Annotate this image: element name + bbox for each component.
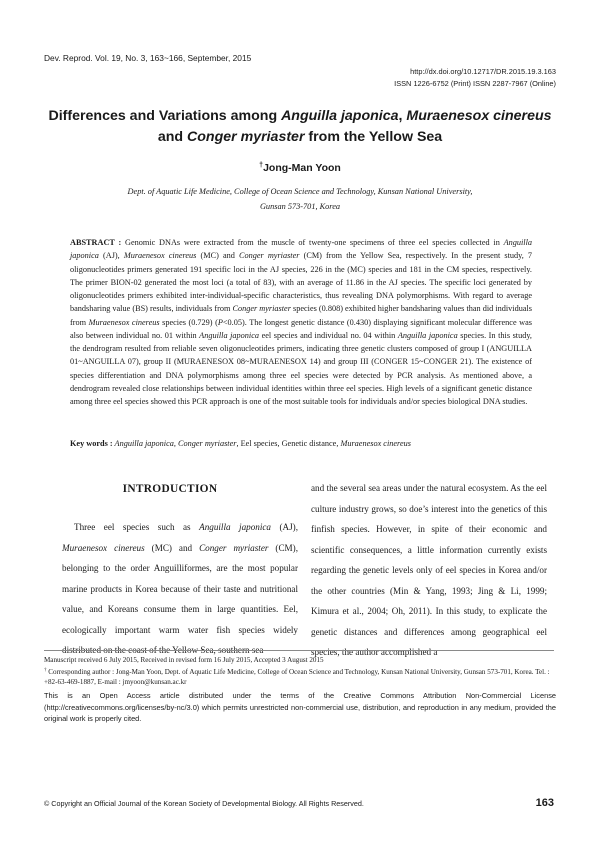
p-value-symbol: P (217, 317, 223, 327)
title-species-3: Conger myriaster (186, 129, 305, 145)
body-text: Three eel species such as (74, 522, 200, 532)
affiliation (70, 184, 530, 214)
copyright-line: © Copyright an Official Journal of the Korean Society of Developmental Biology. All Rights Reserved. (44, 799, 364, 808)
species-name: Anguilla japonica (199, 330, 260, 340)
corresponding-mark: † (259, 162, 264, 169)
author-name: Jong-Man Yoon (263, 162, 341, 174)
abstract-label: ABSTRACT : (70, 238, 122, 247)
footnote-divider (44, 650, 554, 651)
abstract-text: (AJ), (98, 251, 124, 261)
species-name: Muraenesox cinereus (88, 317, 160, 327)
affiliation-line: Gunsan 573-701, Korea (259, 202, 341, 211)
affiliation-line: Dept. of Aquatic Life Medicine, College of Ocean Science and Technology, Kunsan National University, (127, 187, 473, 196)
journal-citation: Dev. Reprod. Vol. 19, No. 3, 163~166, September, 2015 (44, 53, 252, 63)
species-name: Conger myriaster (199, 542, 269, 553)
title-text: Differences and Variations among (48, 108, 282, 124)
keyword: Muraenesox cinereus (340, 439, 411, 448)
article-title (40, 106, 560, 148)
abstract-text: species. In this study, the dendrogram resulted from reliable seven oligonucleotides primers, indicating three genetic clusters composed of group I (ANGUILLA 01~ANGUILLA 07), group II (MURAENESOX 08~MURAENESOX 14) and group III (CONGER 15~CONGER 21). The existence of species differentiation and DNA polymorphisms among three eel species were detected by PCR analysis. As mentioned above, a dendrogram revealed close relationships between individual identities within three eel species. High levels of a significant genetic distance among three eel species showed this PCR approach is one of the most suitable tools for individuals and/or species biological DNA studies. (70, 330, 532, 406)
abstract-text: Genomic DNAs were extracted from the muscle of twenty-one specimens of three eel species collected in (121, 238, 504, 247)
abstract-text: eel species and individual no. 04 within (259, 330, 398, 340)
doi-link[interactable]: http://dx.doi.org/10.12717/DR.2015.19.3.163 (410, 67, 556, 76)
abstract-text: species (0.729) ( (159, 317, 218, 327)
species-name: Anguilla japonica (199, 522, 271, 532)
abstract-text: <0.05). The longest genetic distance (0.430) displaying significant molecular difference was also between individual no. 01 within (70, 317, 532, 340)
keyword-separator: , (173, 439, 179, 448)
species-name: Conger myriaster (238, 251, 300, 261)
species-name: Muraenesox cinereus (62, 542, 145, 553)
abstract-text: species (0.808) exhibited higher bandsharing values than did individuals from (70, 304, 533, 327)
section-heading-introduction: INTRODUCTION (122, 483, 218, 495)
body-text: (AJ), (271, 522, 299, 532)
corresponding-author-note (44, 666, 554, 688)
body-column-right: and the several sea areas under the natural ecosystem. As the eel culture industry grows, so doe’s interest into the genetics of this finfish species. However, in spite of their economic and scientific consequences, a little information currently exists regarding the genetic levels only of eel species in Korea and/or the other countries (Min & Yang, 1993; Jing & Li, 1999; Kimura et al., 2004; Oh, 2011). In this study, to explicate the genetic distances and differences among geographical eel species, the author accomplished a (311, 483, 547, 657)
corresponding-mark: † (44, 668, 47, 673)
species-name: Muraenesox cinereus (123, 251, 197, 261)
abstract-text: (CM) from the Yellow Sea, respectively. In the present study, 7 oligonucleotides primers generated 191 specific loci in the AJ species, 226 in the (MC) species and 181 in the CM species, respectively. The primer BION-02 generated the most loci (a total of 83), with an average of 11.86 in the AJ species. The specific loci generated by oligonucleotides primers exhibited inter-individual-specific characteristics, thus revealing DNA polymorphisms. With regard to average bandsharing value (BS) results, individuals from (70, 251, 533, 314)
keywords-label: Key words : (70, 439, 113, 448)
keyword: Anguilla japonica (112, 439, 174, 448)
corresponding-text: Corresponding author : Jong-Man Yoon, Dept. of Aquatic Life Medicine, College of Ocean Science and Technology, Kunsan National University, Gunsan 573-701, Korea. Tel. : +82-63-469-1887, E-mail : jmyoon@kunsan.ac.kr (44, 668, 550, 687)
keyword: , Eel species, Genetic distance, (236, 439, 341, 448)
body-column-left (62, 517, 298, 661)
page-number: 163 (535, 797, 554, 809)
author-line (40, 162, 560, 174)
license-note: This is an Open Access article distributed under the terms of the Creative Commons Attribution Non-Commercial License (http://creativecommons.org/licenses/by-nc/3.0) which permits unrestricted non-commercial use, distribution, and reproduction in any medium, provided the original work is properly cited. (44, 691, 556, 724)
title-separator: , (398, 108, 407, 124)
species-name: Anguilla japonica (70, 238, 532, 261)
body-text: (MC) and (144, 542, 200, 553)
species-name: Anguilla japonica (397, 330, 458, 340)
keywords (70, 439, 532, 448)
body-text: (CM), belonging to the order Anguilliformes, are the most popular marine products in Korea because of their taste and nutritional value, and Koreans consume them in large quantities. Eel, ecologically important warm water fish species widely distributed on the coast of the Yellow Sea, southern sea (62, 542, 298, 655)
title-text: and (157, 129, 187, 145)
keyword: Conger myriaster (178, 439, 237, 448)
species-name: Conger myriaster (232, 304, 291, 314)
title-species-1: Anguilla japonica (281, 108, 399, 124)
title-species-2: Muraenesox cinereus (406, 108, 552, 124)
issn-line: ISSN 1226-6752 (Print) ISSN 2287-7967 (Online) (394, 79, 556, 88)
abstract (70, 236, 532, 408)
abstract-text: (MC) and (196, 251, 239, 261)
title-text: from the Yellow Sea (304, 129, 443, 145)
manuscript-dates: Manuscript received 6 July 2015, Received in revised form 16 July 2015, Accepted 3 August 2015 (44, 656, 324, 664)
